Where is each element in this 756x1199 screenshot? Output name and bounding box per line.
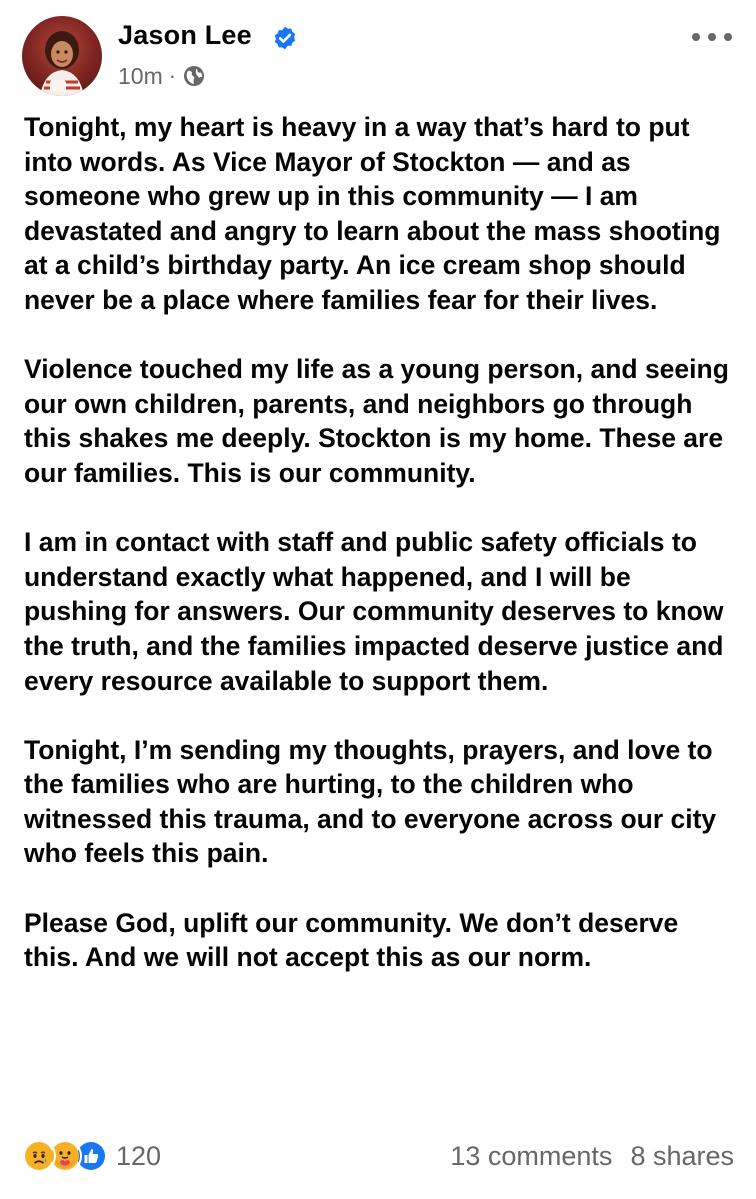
shares-count-link[interactable]: 8 shares: [630, 1140, 734, 1171]
post-paragraph: Violence touched my life as a young person, and seeing our own children, parents, and neighbors go through this shakes me deeply. Stockton is my home. These are our families. This is our community.: [24, 354, 729, 488]
globe-icon[interactable]: [182, 64, 206, 88]
more-dot-icon: [708, 33, 716, 41]
engagement-counts: [450, 1141, 734, 1172]
post-footer: [22, 1138, 734, 1174]
reaction-count: 120: [116, 1140, 162, 1171]
more-dot-icon: [692, 33, 700, 41]
more-dot-icon: [724, 33, 732, 41]
avatar-image: [22, 16, 102, 96]
post-text: [24, 110, 736, 975]
post-meta: [118, 62, 206, 90]
meta-separator: ·: [168, 63, 177, 88]
author-name[interactable]: Jason Lee: [118, 20, 252, 50]
more-options-button[interactable]: [692, 24, 732, 50]
post-paragraph: Tonight, I’m sending my thoughts, prayers, and love to the families who are hurting, to the children who witnessed this trauma, and to everyone across our city who feels this pain.: [24, 734, 717, 869]
author-avatar[interactable]: [22, 16, 102, 96]
post-paragraph: Tonight, my heart is heavy in a way that’s hard to put into words. As Vice Mayor of Stockton — and as someone who grew up in this community — I am devastated and angry to learn about the mass shooting at a child’s birthday party. An ice cream shop should never be a place where families fear for their lives.: [24, 112, 721, 315]
post-paragraph: I am in contact with staff and public safety officials to understand exactly what happened, and I will be pushing for answers. Our community deserves to know the truth, and the families impacted deserve justice and every resource available to support them.: [24, 527, 724, 696]
verified-badge-icon: [272, 25, 298, 51]
reactions-summary[interactable]: [22, 1139, 161, 1173]
post-paragraph: Please God, uplift our community. We don’t deserve this. And we will not accept this as our norm.: [24, 907, 679, 973]
comments-count-link[interactable]: 13 comments: [450, 1140, 613, 1171]
post-timestamp[interactable]: 10m: [118, 62, 163, 89]
sad-reaction-icon: [22, 1139, 56, 1173]
